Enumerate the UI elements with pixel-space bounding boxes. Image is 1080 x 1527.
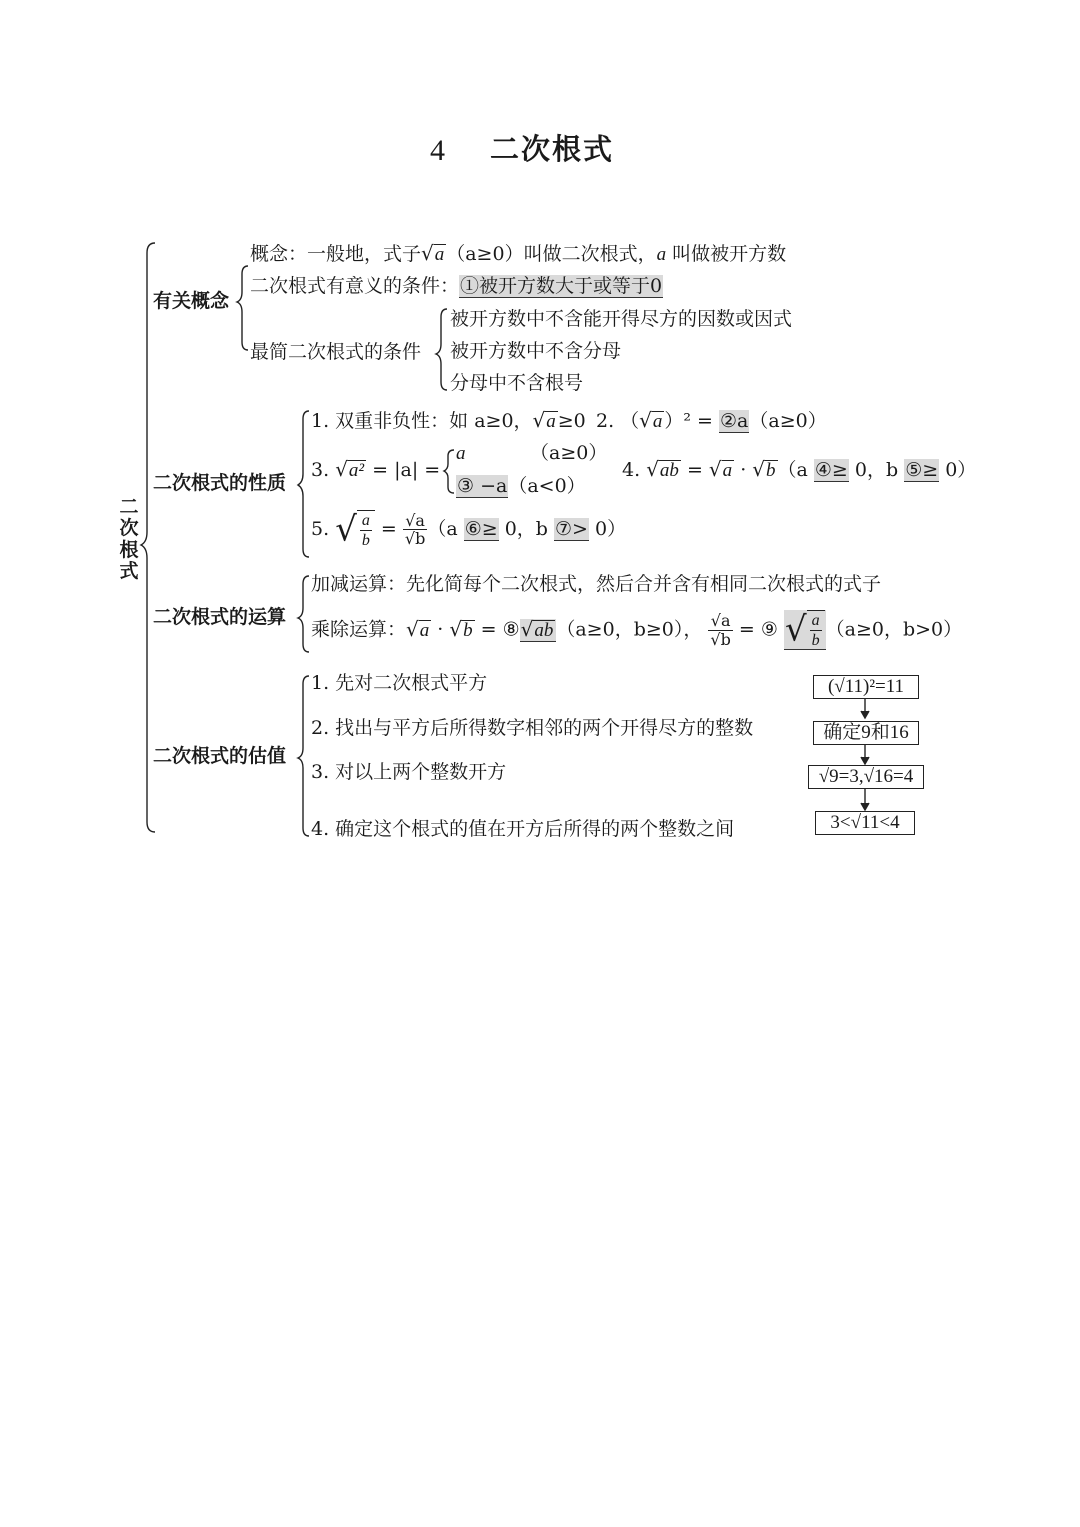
category-operations: 二次根式的运算	[153, 606, 287, 628]
p3-case1: a	[456, 443, 466, 464]
operations-brace	[298, 576, 309, 652]
root-label: 二次根式	[119, 496, 139, 582]
sqrt-sign: √	[752, 457, 765, 481]
flow-box-2: 确定9和16	[813, 721, 919, 745]
p2-label: 2. （	[596, 410, 640, 432]
simplest-brace	[436, 309, 447, 390]
d-fraction: $\frac{√a}{√b}$	[710, 611, 731, 649]
simplest-label: 最简二次根式的条件	[250, 341, 422, 363]
answer-9: √ $\frac{a}{b}$	[784, 610, 826, 650]
sqrt-sign: √	[335, 457, 348, 481]
p3-radicand: a²	[348, 460, 365, 481]
sqrt-sign: √	[421, 241, 434, 265]
p3-case2-cond: （a<0）	[508, 475, 586, 497]
sqrt-sign: √	[449, 617, 463, 642]
definition-a: a	[656, 244, 667, 265]
sqrt-sign: √	[406, 617, 419, 642]
estimation-step-2: 2. 找出与平方后所得数字相邻的两个开得尽方的整数	[311, 717, 754, 739]
concepts-brace	[237, 266, 248, 350]
section-number: 4	[430, 134, 445, 167]
p2-mid: ）² =	[664, 410, 713, 432]
property-3-lhs	[311, 457, 441, 481]
p4-label: 4.	[622, 459, 641, 481]
m-cond: （a≥0，b≥0），	[556, 618, 703, 641]
d-eq: = ⑨	[738, 618, 778, 641]
m-eq: = ⑧	[480, 618, 520, 641]
p2-radicand: a	[652, 411, 663, 432]
simplest-item-3: 分母中不含根号	[450, 372, 584, 394]
p4-eq: =	[686, 459, 703, 481]
p5-eq: =	[380, 518, 397, 541]
category-properties: 二次根式的性质	[153, 472, 287, 494]
property-4	[622, 457, 977, 481]
p2-cond: （a≥0）	[749, 410, 827, 432]
p5-label: 5.	[311, 518, 330, 541]
p1-tail: ≥0	[557, 410, 586, 432]
p4-cond-1: （a	[777, 459, 808, 481]
property-5	[311, 510, 626, 549]
answer-7: ⑦>	[555, 518, 588, 541]
definition-suffix: 叫做被开方数	[666, 243, 787, 265]
operation-addsub: 加减运算：先化简每个二次根式，然后合并含有相同二次根式的式子	[311, 573, 882, 595]
p5-cond-1: （a	[427, 518, 458, 541]
sqrt-sign: √	[708, 457, 722, 481]
sqrt-sign: √	[646, 457, 659, 481]
p5-cond-2: 0，b	[504, 518, 548, 541]
answer-2: ②a	[720, 410, 749, 432]
estimation-step-3: 3. 对以上两个整数开方	[311, 761, 507, 783]
answer-3: ③ −a	[457, 475, 508, 497]
m-dot: ·	[437, 618, 444, 641]
properties-brace	[298, 411, 309, 557]
estimation-step-4: 4. 确定这个根式的值在开方后所得的两个整数之间	[311, 818, 735, 840]
flow-box-3: √9=3,√16=4	[808, 765, 924, 789]
flow-arrows	[861, 699, 869, 810]
p3-abs: = |a| =	[372, 459, 441, 481]
page-title: 二次根式	[490, 132, 615, 166]
category-concepts: 有关概念	[153, 290, 230, 312]
sqrt-sign: √	[532, 408, 546, 432]
p4-cond-3: 0）	[945, 459, 977, 481]
p4-radicand-2: a	[722, 460, 733, 481]
p5-rhs-fraction: $\frac{√a}{√b}$	[404, 510, 426, 549]
operation-muldiv	[311, 610, 962, 650]
property-1	[311, 408, 586, 432]
simplest-item-2: 被开方数中不含分母	[450, 340, 622, 362]
definition-radicand: a	[434, 244, 445, 265]
p1-label: 1. 双重非负性：如 a≥0，	[311, 410, 533, 432]
p4-dot: ·	[740, 459, 747, 481]
concept-definition	[250, 241, 787, 265]
p1-radicand: a	[546, 411, 556, 432]
p5-cond-3: 0）	[595, 518, 627, 541]
estimation-brace	[298, 676, 309, 836]
p4-radicand-3: b	[766, 460, 776, 481]
p4-cond-2: 0，b	[854, 459, 899, 481]
property-3-case-2	[456, 477, 586, 496]
category-estimation: 二次根式的估值	[153, 745, 287, 767]
answer-1: ①被开方数大于或等于0	[460, 275, 663, 297]
flow-box-4: 3<√11<4	[815, 811, 915, 835]
meaning-label: 二次根式有意义的条件：	[250, 275, 460, 297]
concept-meaning-condition	[250, 277, 663, 296]
answer-4: ④≥	[814, 459, 848, 481]
muldiv-label: 乘除运算：	[311, 618, 407, 641]
answer-8: √ab	[520, 619, 557, 642]
p5-root	[335, 510, 375, 549]
m-radicand-1: a	[419, 619, 430, 641]
property-3-case-1-cond: （a≥0）	[530, 442, 608, 464]
d-cond: （a≥0，b>0）	[825, 618, 963, 641]
property-3-case-1	[456, 444, 466, 463]
answer-6: ⑥≥	[464, 518, 498, 541]
m-radicand-2: b	[463, 619, 473, 641]
flow-box-1: (√11)²=11	[813, 675, 919, 699]
p3-label: 3.	[311, 459, 330, 481]
answer-5: ⑤≥	[905, 459, 939, 481]
property-2	[596, 408, 827, 432]
simplest-item-1: 被开方数中不含能开得尽方的因数或因式	[450, 308, 793, 330]
estimation-step-1: 1. 先对二次根式平方	[311, 672, 488, 694]
p4-radicand-1: ab	[659, 460, 679, 481]
definition-condition: （a≥0）叫做二次根式，	[446, 243, 657, 265]
sqrt-sign: √	[639, 408, 652, 432]
sqrt-sign: √	[335, 509, 357, 550]
definition-prefix: 概念：一般地，式子	[250, 243, 422, 265]
p5-fraction: $\frac{a}{b}$	[361, 512, 370, 549]
root-brace	[141, 243, 155, 832]
p3-brace	[444, 450, 454, 493]
